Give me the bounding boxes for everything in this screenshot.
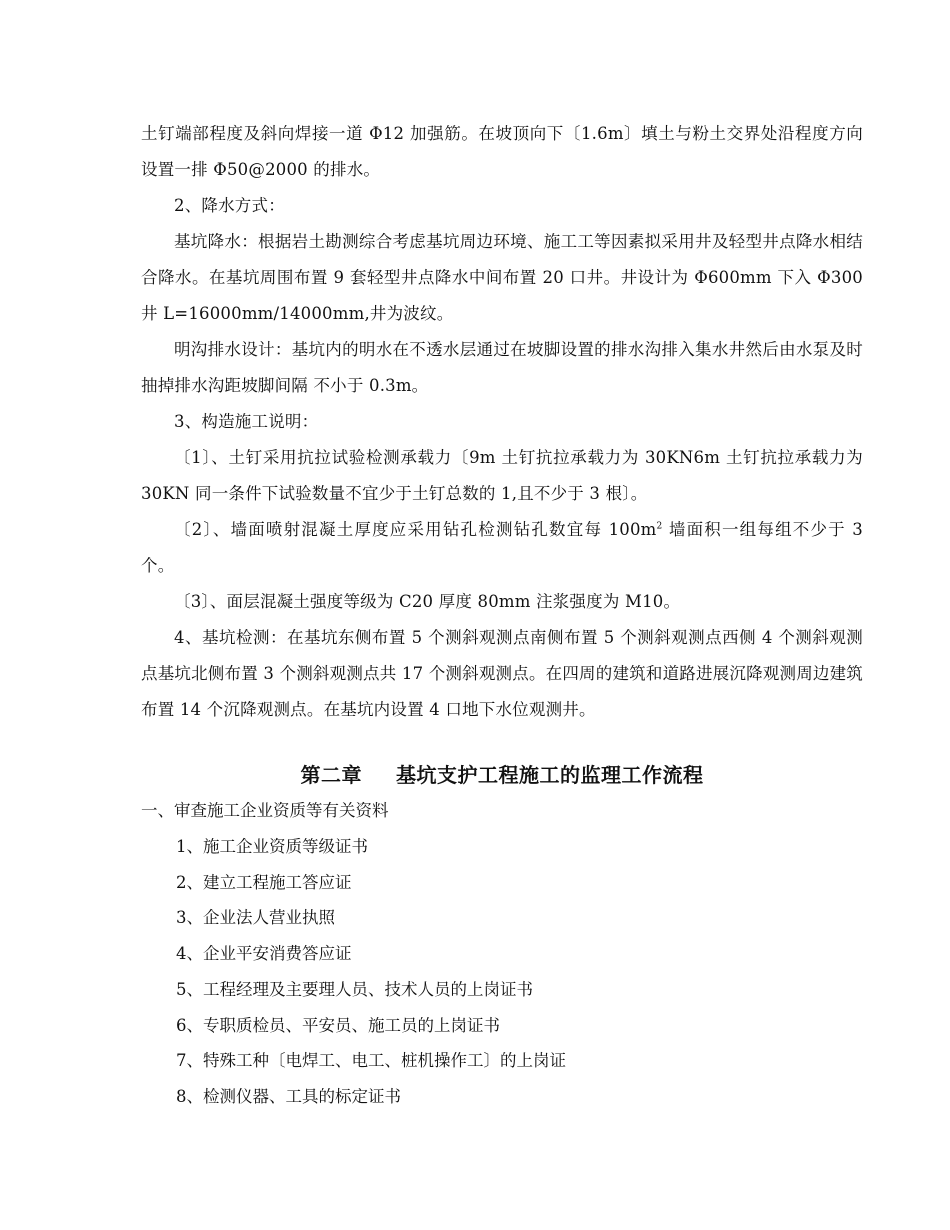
paragraph-pit-monitoring: 4、基坑检测：在基坑东侧布置 5 个测斜观测点南侧布置 5 个测斜观测点西侧 4 个测斜观测点基坑北侧布置 3 个测斜观测点共 17 个测斜观测点。在四周的建筑和道路进展沉降观测周边建筑布置 14 个沉降观测点。在基坑内设置 4 口地下水位观测井。 xyxy=(141,628,863,719)
note-2-text-after: 墙面积一组每组不少于 3 个。 xyxy=(141,520,863,575)
paragraph-note-2 xyxy=(141,512,863,584)
list-item: 8、检测仪器、工具的标定证书 xyxy=(176,1086,401,1106)
chapter-heading xyxy=(141,757,863,793)
chapter-number: 第二章 xyxy=(300,763,362,787)
list-item: 4、企业平安消费答应证 xyxy=(176,944,352,964)
paragraph-pit-dewatering: 基坑降水：根据岩土勘测综合考虑基坑周边环境、施工工等因素拟采用井及轻型井点降水相结合降水。在基坑周围布置 9 套轻型井点降水中间布置 20 口井。井设计为 Φ600mm 下入 Φ300 井 L=16000mm/14000mm,井为波纹。 xyxy=(141,232,863,323)
body-text xyxy=(141,116,863,728)
paragraph-note-1: 〔1〕、土钉采用抗拉试验检测承载力〔9m 土钉抗拉承载力为 30KN6m 土钉抗拉承载力为 30KN 同一条件下试验数量不宜少于土钉总数的 1,且不少于 3 根〕。 xyxy=(141,448,863,503)
note-2-text-before: 〔2〕、墙面喷射混凝土厚度应采用钻孔检测钻孔数宜每 100m xyxy=(174,520,657,539)
list-item: 2、建立工程施工答应证 xyxy=(176,872,352,892)
paragraph-dewatering-heading: 2、降水方式： xyxy=(174,196,285,215)
paragraph-note-3: 〔3〕、面层混凝土强度等级为 C20 厚度 80mm 注浆强度为 M10。 xyxy=(174,592,681,611)
chapter-title: 基坑支护工程施工的监理工作流程 xyxy=(396,763,704,787)
list-item: 7、特殊工种〔电焊工、电工、桩机操作工〕的上岗证 xyxy=(176,1051,566,1071)
section-heading: 一、审查施工企业资质等有关资料 xyxy=(141,801,389,820)
list-item: 1、施工企业资质等级证书 xyxy=(176,837,368,856)
list-item: 6、专职质检员、平安员、施工员的上岗证书 xyxy=(176,1015,500,1035)
list-item: 3、企业法人营业执照 xyxy=(176,908,335,928)
qualification-checklist xyxy=(176,829,566,1115)
list-item: 5、工程经理及主要理人员、技术人员的上岗证书 xyxy=(176,979,533,999)
paragraph-open-drainage: 明沟排水设计：基坑内的明水在不透水层通过在坡脚设置的排水沟排入集水井然后由水泵及时抽掉排水沟距坡脚间隔 不小于 0.3m。 xyxy=(141,340,863,395)
paragraph-construction-notes-heading: 3、构造施工说明： xyxy=(174,412,319,431)
paragraph-anchor-reinforcement: 土钉端部程度及斜向焊接一道 Φ12 加强筋。在坡顶向下〔1.6m〕填土与粉土交界处沿程度方向设置一排 Φ50@2000 的排水。 xyxy=(141,124,863,179)
note-2-superscript: 2 xyxy=(656,521,663,532)
